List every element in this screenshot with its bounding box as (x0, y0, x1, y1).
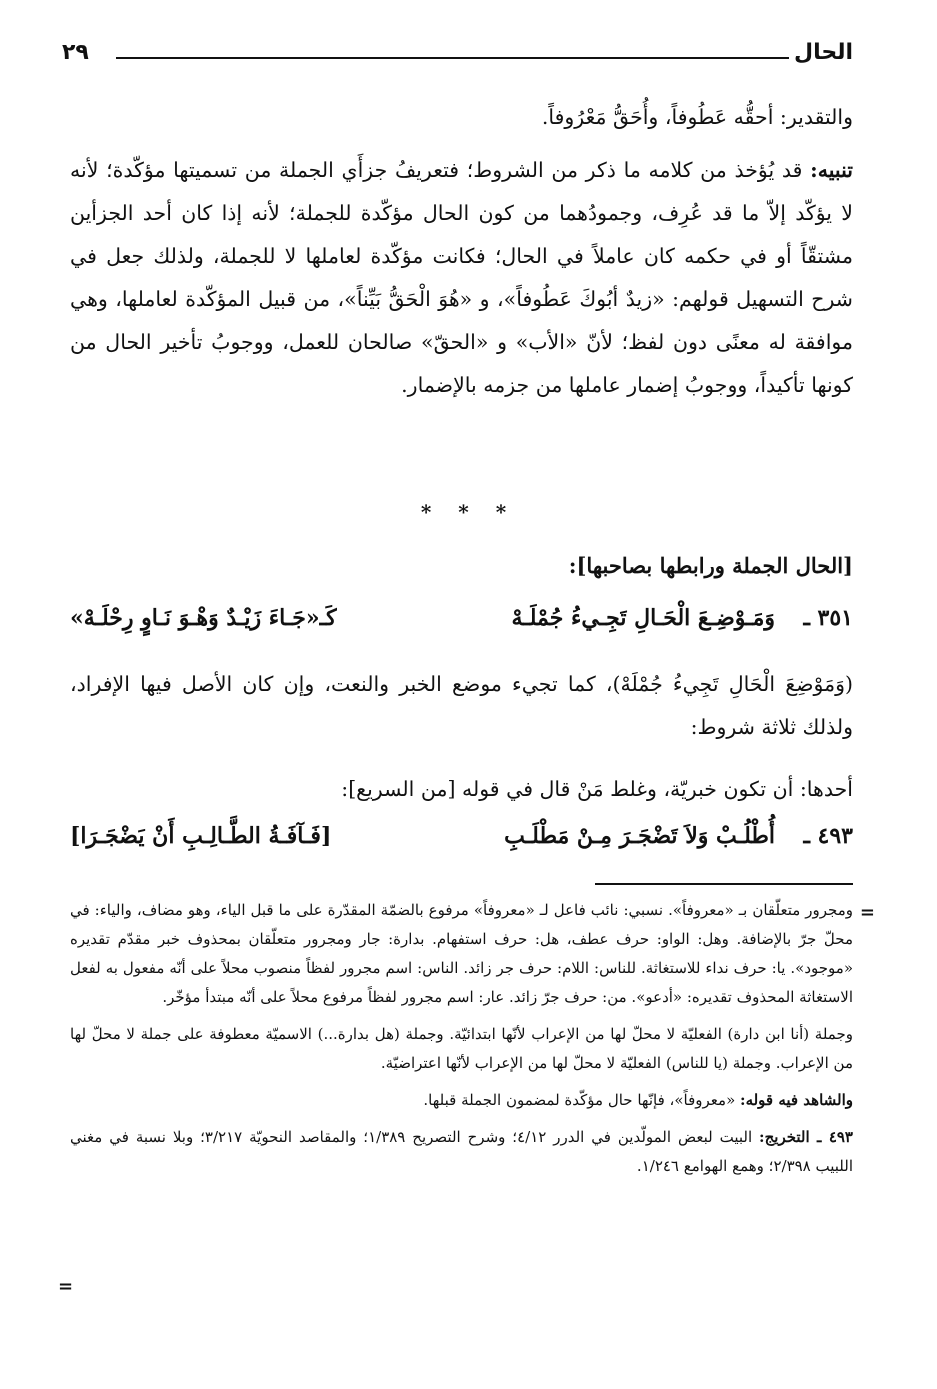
verse-first-half: وَمَـوْضِـعَ الْحَـالِ تَجِـيءُ جُمْلَـهْ (511, 605, 775, 631)
verse-second-half: [فَـآفَـةُ الطَّـالِـبِ أَنْ يَضْجَـرَا] (70, 823, 332, 849)
footnotes (70, 896, 853, 1189)
condition-block (70, 768, 853, 811)
footnote-shahid (70, 1086, 853, 1115)
takhrij-text: البيت لبعض المولّدين في الدرر ٤/١٢؛ وشرح التصريح ١/٣٨٩؛ والمقاصد النحويّة ٣/٢١٧؛ وبلا نسبة في مغني اللبيب ٢/٣٩٨؛ وهمع الهوامع ١/٢٤٦. (70, 1128, 853, 1175)
shahid-text: «معروفاً»، فإنّها حال مؤكّدة لمضمون الجملة قبلها. (423, 1091, 736, 1109)
shahid-label: والشاهد فيه قوله: (740, 1091, 853, 1109)
verse-number: ٤٩٣ ـ (803, 823, 853, 849)
chapter-title: الحال (793, 40, 853, 65)
verse-second-half: كَـ«جَـاءَ زَيْـدٌ وَهْـوَ نَـاوٍ رِحْلَـهْ» (70, 605, 337, 631)
header-rule (116, 57, 789, 59)
taqdir-line: والتقدير: أحقُّه عَطُوفاً، وأُحَقُّ مَعْرُوفاً. (541, 105, 853, 129)
footnote-irab: ومجرور متعلّقان بـ «معروفاً». نسبي: نائب فاعل لـ «معروفاً» مرفوع بالضمّة المقدّرة على ما قبل الياء، وهو مضاف، والياء: في محلّ جرّ بالإضافة. وهل: الواو: حرف عطف، هل: حرف استفهام. بدارة: جار ومجرور متعلّقان بمحذوف خبر مقدّم تقديره «موجود». يا: حرف نداء للاستغاثة. للناس: اللام: حرف جر زائد. الناس: اسم مجرور لفظاً منصوب محلاً على أنّه مفعول به لفعل الاستغاثة المحذوف تقديره: «أدعو». من: حرف جرّ زائد. عار: اسم مجرور لفظاً مرفوع محلاً على أنّه مبتدأ مؤخّر. (70, 901, 853, 1006)
verse-493 (70, 823, 853, 863)
main-text (70, 96, 853, 407)
takhrij-label: ٤٩٣ ـ التخريج: (759, 1128, 853, 1146)
verse-351 (70, 605, 853, 645)
footnote-jumal: وجملة (أنا ابن دارة) الفعليّة لا محلّ لها من الإعراب لأنّها ابتدائيّة. وجملة (هل بدارة...) الاسميّة معطوفة على جملة لا محلّ لها من الإعراب. وجملة (يا للناس) الفعليّة لا محلّ لها من الإعراب لأنّها اعتراضيّة. (70, 1025, 853, 1072)
footnote-continuation-mark: = (859, 902, 875, 923)
verse-number: ٣٥١ ـ (803, 605, 853, 631)
section-separator: * * * (420, 500, 517, 524)
tanbih-label: تنبيه: (810, 158, 853, 182)
verse-first-half: أُطْلُـبْ وَلاَ تَضْجَـرَ مِـنْ مَطْلَـبِ (504, 823, 775, 849)
page-number: ٢٩ (62, 40, 89, 65)
tanbih-paragraph (70, 149, 853, 407)
footnote-rule (595, 883, 853, 885)
commentary-block (70, 663, 853, 749)
tanbih-text: قد يُؤخذ من كلامه ما ذكر من الشروط؛ فتعريفُ جزأَي الجملة من تسميتها مؤكّدة؛ لأنه لا يؤكّد إلاّ ما قد عُرِف، وجمودُهما من كون الحال مؤكّدة للجملة؛ لأنه إذا كان أحد الجزأين مشتقّاً أو في حكمه كان عاملاً في الحال؛ فكانت مؤكّدة لعاملها لا للجملة، ولذلك جعل في شرح التسهيل قولهم: «زيدٌ أبُوكَ عَطُوفاً»، و «هُوَ الْحَقُّ بَيِّناً»، من قبيل المؤكّدة لعاملها، وهي موافقة له معنًى دون لفظ؛ لأنّ «الأب» و «الحقّ» صالحان للعمل، ووجوبُ تأخير الحال من كونها تأكيداً، ووجوبُ إضمار عاملها من جزمه بالإضمار. (70, 158, 853, 397)
running-header (62, 40, 853, 74)
commentary-paragraph: (وَمَوْضِعَ الْحَالِ تَجِيءُ جُمْلَهْ)، كما تجيء موضع الخبر والنعت، وإن كان الأصل فيها الإفراد، ولذلك ثلاثة شروط: (70, 672, 853, 739)
section-heading: [الحال الجملة ورابطها بصاحبها]: (568, 553, 853, 578)
first-condition: أحدها: أن تكون خبريّة، وغلط مَنْ قال في قوله [من السريع]: (341, 777, 853, 801)
footnote-takhrij (70, 1123, 853, 1181)
footnote-end-mark: = (58, 1276, 74, 1297)
